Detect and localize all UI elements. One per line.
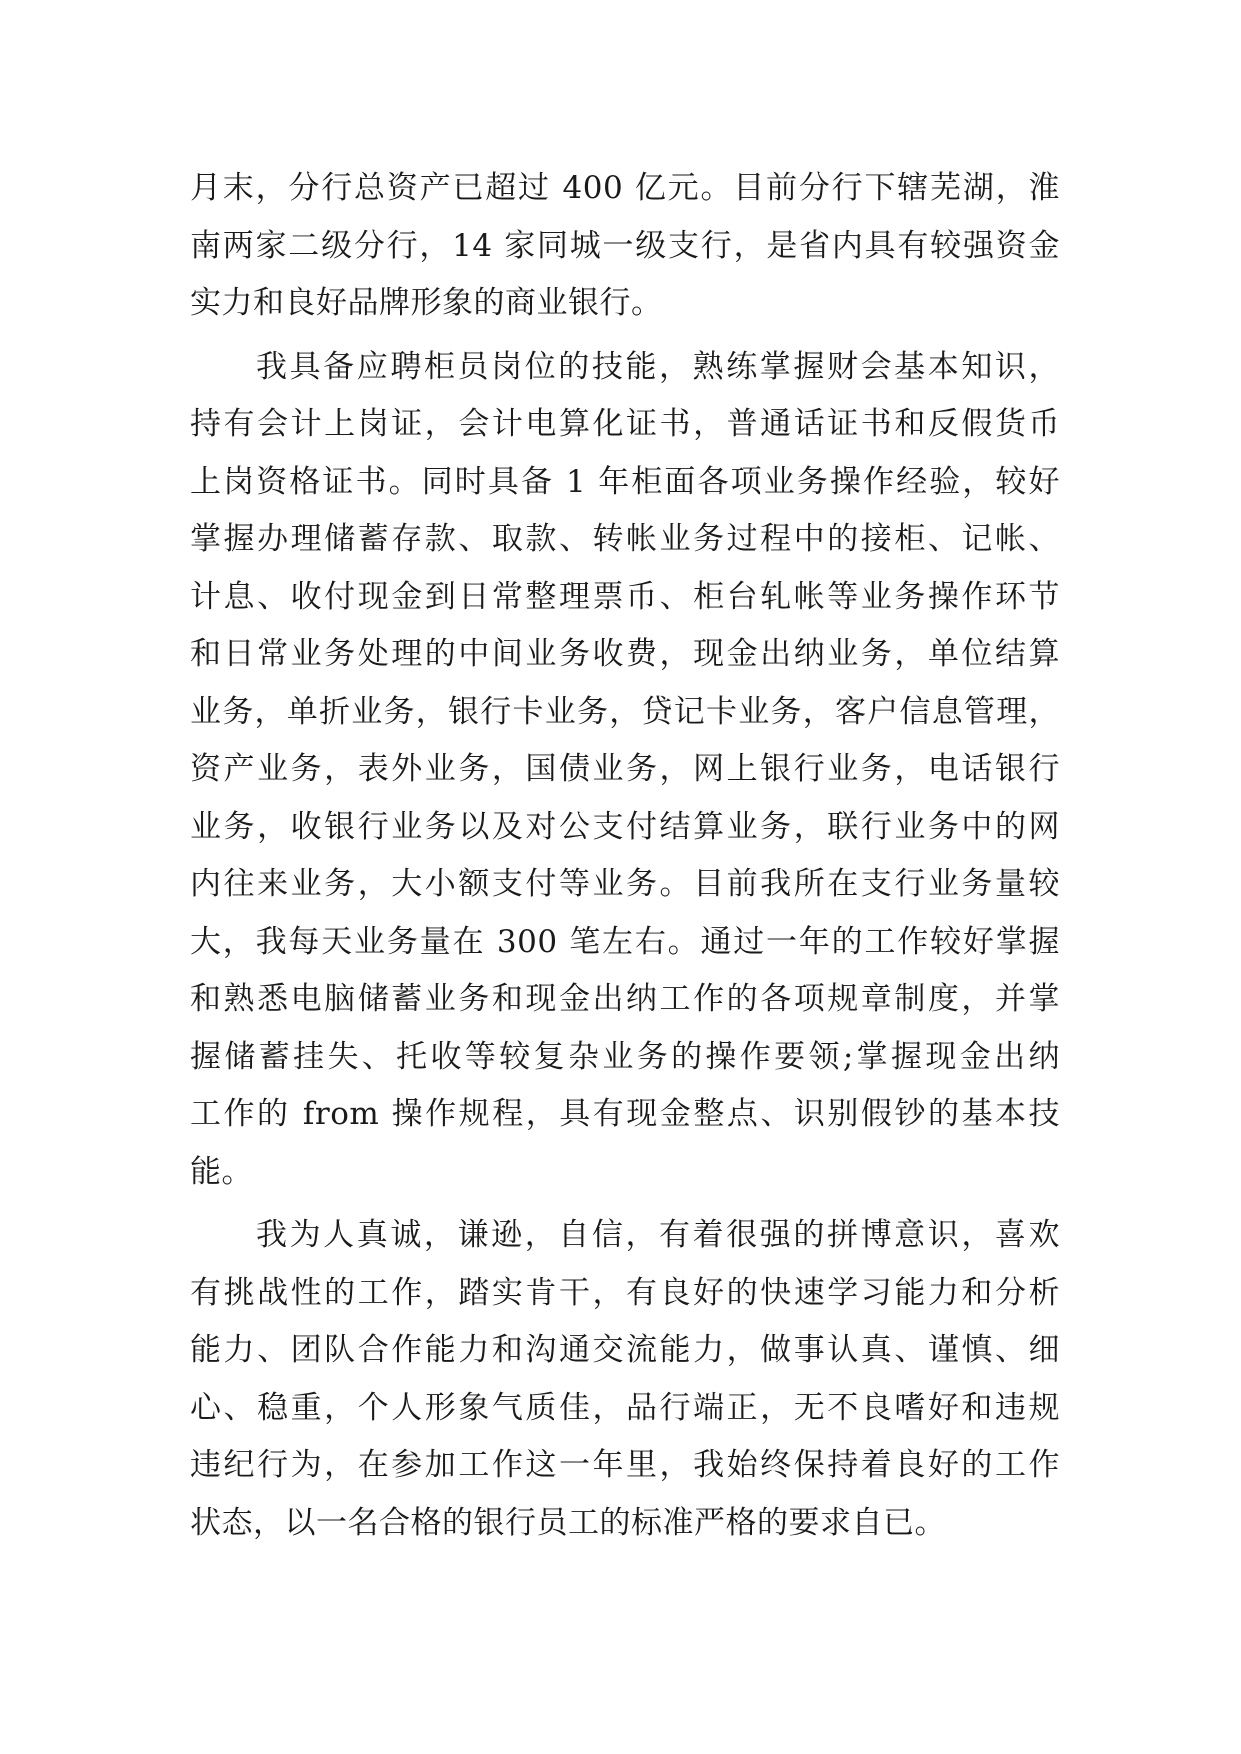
text-line: 大，我每天业务量在 300 笔左右。通过一年的工作较好掌握 — [190, 923, 1060, 960]
text-line: 掌握办理储蓄存款、取款、转帐业务过程中的接柜、记帐、 — [190, 521, 1060, 557]
text-line: 和熟悉电脑储蓄业务和现金出纳工作的各项规章制度，并掌 — [190, 981, 1060, 1017]
paragraph-bank-intro — [190, 160, 1060, 333]
text-line: 有挑战性的工作，踏实肯干，有良好的快速学习能力和分析 — [190, 1274, 1060, 1311]
text-line: 业务，收银行业务以及对公支付结算业务，联行业务中的网 — [190, 808, 1060, 845]
paragraph-personality — [190, 1207, 1060, 1552]
text-line: 资产业务，表外业务，国债业务，网上银行业务，电话银行 — [190, 751, 1060, 787]
text-line: 违纪行为，在参加工作这一年里，我始终保持着良好的工作 — [190, 1447, 1060, 1483]
text-line: 内往来业务，大小额支付等业务。目前我所在支行业务量较 — [190, 866, 1060, 902]
document-body — [190, 160, 1060, 1552]
text-line: 我为人真诚，谦逊，自信，有着很强的拼博意识，喜欢 — [256, 1217, 1060, 1253]
text-line: 月末，分行总资产已超过 400 亿元。目前分行下辖芜湖，淮 — [190, 170, 1060, 206]
text-line: 握储蓄挂失、托收等较复杂业务的操作要领;掌握现金出纳 — [190, 1038, 1060, 1075]
text-line: 和日常业务处理的中间业务收费，现金出纳业务，单位结算 — [190, 636, 1060, 672]
text-line: 上岗资格证书。同时具备 1 年柜面各项业务操作经验，较好 — [190, 463, 1060, 500]
text-line: 业务，单折业务，银行卡业务，贷记卡业务，客户信息管理， — [190, 693, 1060, 730]
text-line: 工作的 from 操作规程，具有现金整点、识别假钞的基本技 — [190, 1096, 1060, 1132]
text-line: 计息、收付现金到日常整理票币、柜台轧帐等业务操作环节 — [190, 578, 1060, 615]
text-line: 持有会计上岗证，会计电算化证书，普通话证书和反假货币 — [190, 406, 1060, 442]
text-line: 我具备应聘柜员岗位的技能，熟练掌握财会基本知识， — [256, 348, 1060, 385]
text-line: 南两家二级分行，14 家同城一级支行，是省内具有较强资金 — [190, 227, 1060, 264]
text-line: 实力和良好品牌形象的商业银行。 — [190, 285, 663, 321]
text-line: 能力、团队合作能力和沟通交流能力，做事认真、谨慎、细 — [190, 1332, 1060, 1368]
text-line: 状态，以一名合格的银行员工的标准严格的要求自已。 — [190, 1504, 946, 1541]
text-line: 心、稳重，个人形象气质佳，品行端正，无不良嗜好和违规 — [190, 1389, 1060, 1426]
text-line: 能。 — [190, 1153, 253, 1190]
paragraph-skills — [190, 339, 1060, 1202]
